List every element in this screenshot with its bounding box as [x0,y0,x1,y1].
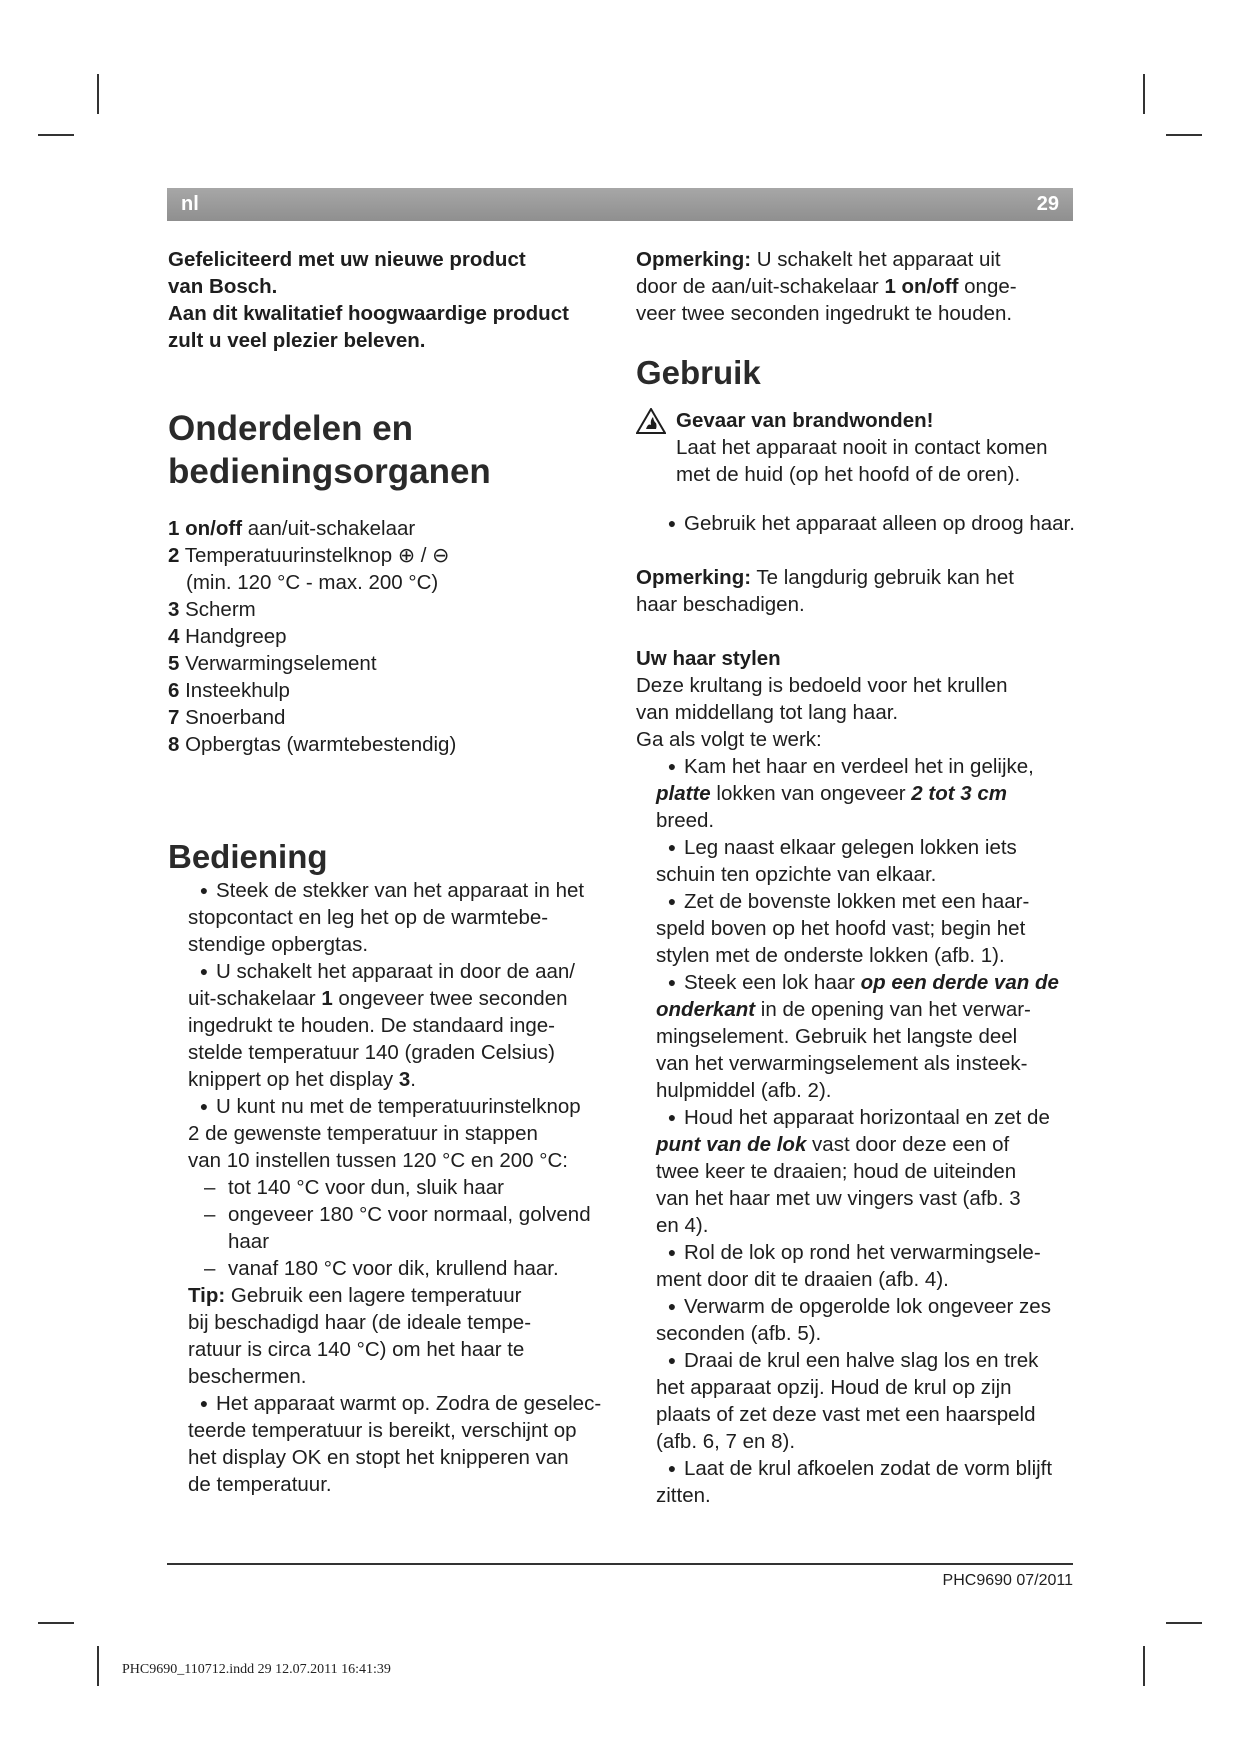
text-line: speld boven op het hoofd vast; begin het [656,917,1026,940]
text-line: Houd het apparaat horizontaal en zet de [684,1106,1050,1129]
text-line: stopcontact en leg het op de warmtebe- [188,906,549,929]
list-item [168,623,628,650]
text-fragment: Gebruik een lagere temperatuur [225,1284,522,1307]
text-fragment: lokken van ongeveer [710,782,912,805]
text-line: Gebruik het apparaat alleen op droog haar. [684,512,1075,535]
list-item [168,704,628,731]
warning-block [636,407,1116,488]
text-line: stylen met de onderste lokken (afb. 1). [656,944,1005,967]
list-item: – vanaf 180 °C voor dik, krullend haar. [204,1255,628,1282]
list-item [188,877,628,958]
parts-heading-line: bedieningsorganen [168,452,491,491]
text-line: van het verwarmingselement als insteek- [656,1052,1028,1075]
text-line: veer twee seconden ingedrukt te houden. [636,302,1013,325]
text-line: Rol de lok op rond het verwarmingsele- [684,1241,1041,1264]
note-switch-off [636,246,1116,327]
text-line: en 4). [656,1214,709,1237]
styling-steps-list [636,753,1116,1509]
bullet-icon [656,1241,684,1264]
text-line: ingedrukt te houden. De standaard inge- [188,1014,555,1037]
bullet-icon [188,1095,216,1118]
part-label: Temperatuurinstelknop ⊕ / ⊖ [179,544,450,567]
bediening-list-continued [168,1390,628,1498]
text-line: Ga als volgt te werk: [636,728,822,751]
part-label: Handgreep [179,625,287,648]
crop-mark [38,134,74,136]
text-line: ratuur is circa 140 °C) om het haar te [188,1338,525,1361]
text-line: stelde temperatuur 140 (graden Celsius) [188,1041,555,1064]
text-line: U kunt nu met de temperatuurinstelknop [216,1095,581,1118]
list-item [168,677,628,704]
text-fragment: 1 [321,987,333,1010]
note-label: Opmerking: [636,566,752,589]
text-line: teerde temperatuur is bereikt, verschijnt op [188,1419,577,1442]
text-line: Zet de bovenste lokken met een haar- [684,890,1030,913]
text-fragment: onge- [958,275,1017,298]
footer-rule [167,1563,1073,1565]
right-column [636,246,1116,1509]
text-fragment: 1 on/off [884,275,959,298]
intro-line: zult u veel plezier beleven. [168,329,426,352]
list-item [656,1293,1116,1347]
list-item [168,596,628,623]
list-item [656,1347,1116,1455]
part-label: Snoerband [179,706,286,729]
header-bar [167,188,1073,221]
part-number: 5 [168,652,180,675]
gebruik-heading: Gebruik [636,354,761,391]
text-fragment: U schakelt het apparaat uit [751,248,1001,271]
text-line: seconden (afb. 5). [656,1322,822,1345]
text-fragment: door de aan/uit-schakelaar [636,275,885,298]
list-item [168,515,628,542]
text-line: het display OK en stopt het knipperen van [188,1446,569,1469]
text-fragment: platte [656,782,711,805]
styling-heading: Uw haar stylen [636,647,781,670]
left-column [168,246,628,1498]
text-line: Draai de krul een halve slag los en trek [684,1349,1039,1372]
warning-triangle-icon [636,408,666,434]
part-number: 7 [168,706,180,729]
text-line: Steek de stekker van het apparaat in het [216,879,585,902]
crop-mark [38,1622,74,1624]
text-fragment: vast door deze een of [806,1133,1010,1156]
text-line: beschermen. [188,1365,307,1388]
bediening-list [168,877,628,1174]
crop-mark [97,74,99,114]
text-line: Laat de krul afkoelen zodat de vorm blijft [684,1457,1053,1480]
text-fragment: Steek een lok haar [684,971,861,994]
text-line: 2 de gewenste temperatuur in stappen [188,1122,538,1145]
page-number: 29 [1036,193,1059,215]
text-line: Verwarm de opgerolde lok ongeveer zes [684,1295,1051,1318]
bullet-icon [656,890,684,913]
bullet-icon [656,1349,684,1372]
text-line: mingselement. Gebruik het langste deel [656,1025,1018,1048]
bullet-icon [656,1295,684,1318]
text-line: Deze krultang is bedoeld voor het krullen [636,674,1008,697]
intro-line: Gefeliciteerd met uw nieuwe product [168,248,526,271]
warning-title: Gevaar van brandwonden! [676,409,934,432]
part-number: 8 [168,733,180,756]
footer-model-date: PHC9690 07/2011 [942,1572,1073,1589]
crop-mark [1166,134,1202,136]
text-line: de temperatuur. [188,1473,332,1496]
bullet-icon [656,1457,684,1480]
text-line: van het haar met uw vingers vast (afb. 3 [656,1187,1021,1210]
intro-line: Aan dit kwalitatief hoogwaardige product [168,302,569,325]
list-item [656,1455,1116,1509]
text-line: van middellang tot lang haar. [636,701,899,724]
tip-block [168,1282,628,1390]
part-label: Verwarmingselement [179,652,377,675]
text-line: Leg naast elkaar gelegen lokken iets [684,836,1017,859]
text-line: met de huid (op het hoofd of de oren). [676,463,1021,486]
text-line: breed. [656,809,715,832]
text-line: ment door dit te draaien (afb. 4). [656,1268,949,1291]
list-item [656,969,1116,1104]
list-item [656,888,1116,969]
list-item [656,1104,1116,1239]
bullet-icon [188,960,216,983]
list-item [168,650,628,677]
text-line: Laat het apparaat nooit in contact komen [676,436,1048,459]
parts-heading-line: Onderdelen en [168,409,414,448]
text-line: haar beschadigen. [636,593,805,616]
note-long-use [636,564,1116,618]
bullet-icon [656,971,684,994]
bullet-icon [656,755,684,778]
bullet-icon [656,836,684,859]
text-fragment: ongeveer twee seconden [332,987,568,1010]
text-fragment: Te langdurig gebruik kan het [751,566,1014,589]
styling-section [636,645,1116,753]
part-label: aan/uit-schakelaar [242,517,416,540]
temperature-dash-list [168,1174,628,1282]
intro-line: van Bosch. [168,275,278,298]
text-line: U schakelt het apparaat in door de aan/ [216,960,575,983]
language-code: nl [181,193,199,215]
list-item [656,834,1116,888]
part-label: Insteekhulp [179,679,290,702]
text-fragment: . [410,1068,416,1091]
part-bold: on/off [185,517,243,540]
list-item [188,1390,628,1498]
usage-list [636,510,1116,537]
part-label: Scherm [179,598,256,621]
text-fragment: op een derde van de [860,971,1059,994]
text-line: Kam het haar en verdeel het in gelijke, [684,755,1034,778]
list-item [656,510,1116,537]
part-number: 3 [168,598,180,621]
text-fragment: 2 tot 3 cm [911,782,1007,805]
text-line: plaats of zet deze vast met een haarspeld [656,1403,1036,1426]
crop-mark [1143,74,1145,114]
part-label: Opbergtas (warmtebestendig) [179,733,457,756]
part-number: 1 [168,517,180,540]
text-line: bij beschadigd haar (de ideale tempe- [188,1311,532,1334]
text-line: hulpmiddel (afb. 2). [656,1079,832,1102]
part-number: 6 [168,679,180,702]
text-line: het apparaat opzij. Houd de krul op zijn [656,1376,1012,1399]
list-item [656,753,1116,834]
list-item [168,542,628,569]
bediening-heading: Bediening [168,838,328,875]
bullet-icon [656,512,684,535]
list-item [656,1239,1116,1293]
parts-list [168,515,628,758]
part-number: 4 [168,625,180,648]
text-line: van 10 instellen tussen 120 °C en 200 °C: [188,1149,568,1172]
list-item [168,731,628,758]
bullet-icon [188,1392,216,1415]
part-number: 2 [168,544,180,567]
text-fragment: knippert op het display [188,1068,399,1091]
text-fragment: uit-schakelaar [188,987,322,1010]
text-line: twee keer te draaien; houd de uiteinden [656,1160,1017,1183]
text-line: (afb. 6, 7 en 8). [656,1430,796,1453]
intro-congratulations [168,246,628,354]
bullet-icon [656,1106,684,1129]
list-item: – tot 140 °C voor dun, sluik haar [204,1174,628,1201]
note-label: Opmerking: [636,248,752,271]
crop-mark [1166,1622,1202,1624]
list-item [168,569,628,596]
bullet-icon [188,879,216,902]
text-line: Het apparaat warmt op. Zodra de geselec- [216,1392,602,1415]
crop-mark [97,1646,99,1686]
text-line: zitten. [656,1484,711,1507]
list-item [188,1093,628,1174]
list-item: – ongeveer 180 °C voor normaal, golvend haar [204,1201,628,1255]
tip-label: Tip: [188,1284,226,1307]
parts-heading [168,407,628,493]
text-line: schuin ten opzichte van elkaar. [656,863,937,886]
print-slug: PHC9690_110712.indd 29 12.07.2011 16:41:39 [122,1662,391,1677]
text-fragment: punt van de lok [656,1133,807,1156]
part-label: (min. 120 °C - max. 200 °C) [186,571,439,594]
text-line: stendige opbergtas. [188,933,369,956]
list-item [188,958,628,1093]
text-fragment: onderkant [656,998,756,1021]
crop-mark [1143,1646,1145,1686]
text-fragment: in de opening van het verwar- [755,998,1031,1021]
text-fragment: 3 [398,1068,411,1091]
